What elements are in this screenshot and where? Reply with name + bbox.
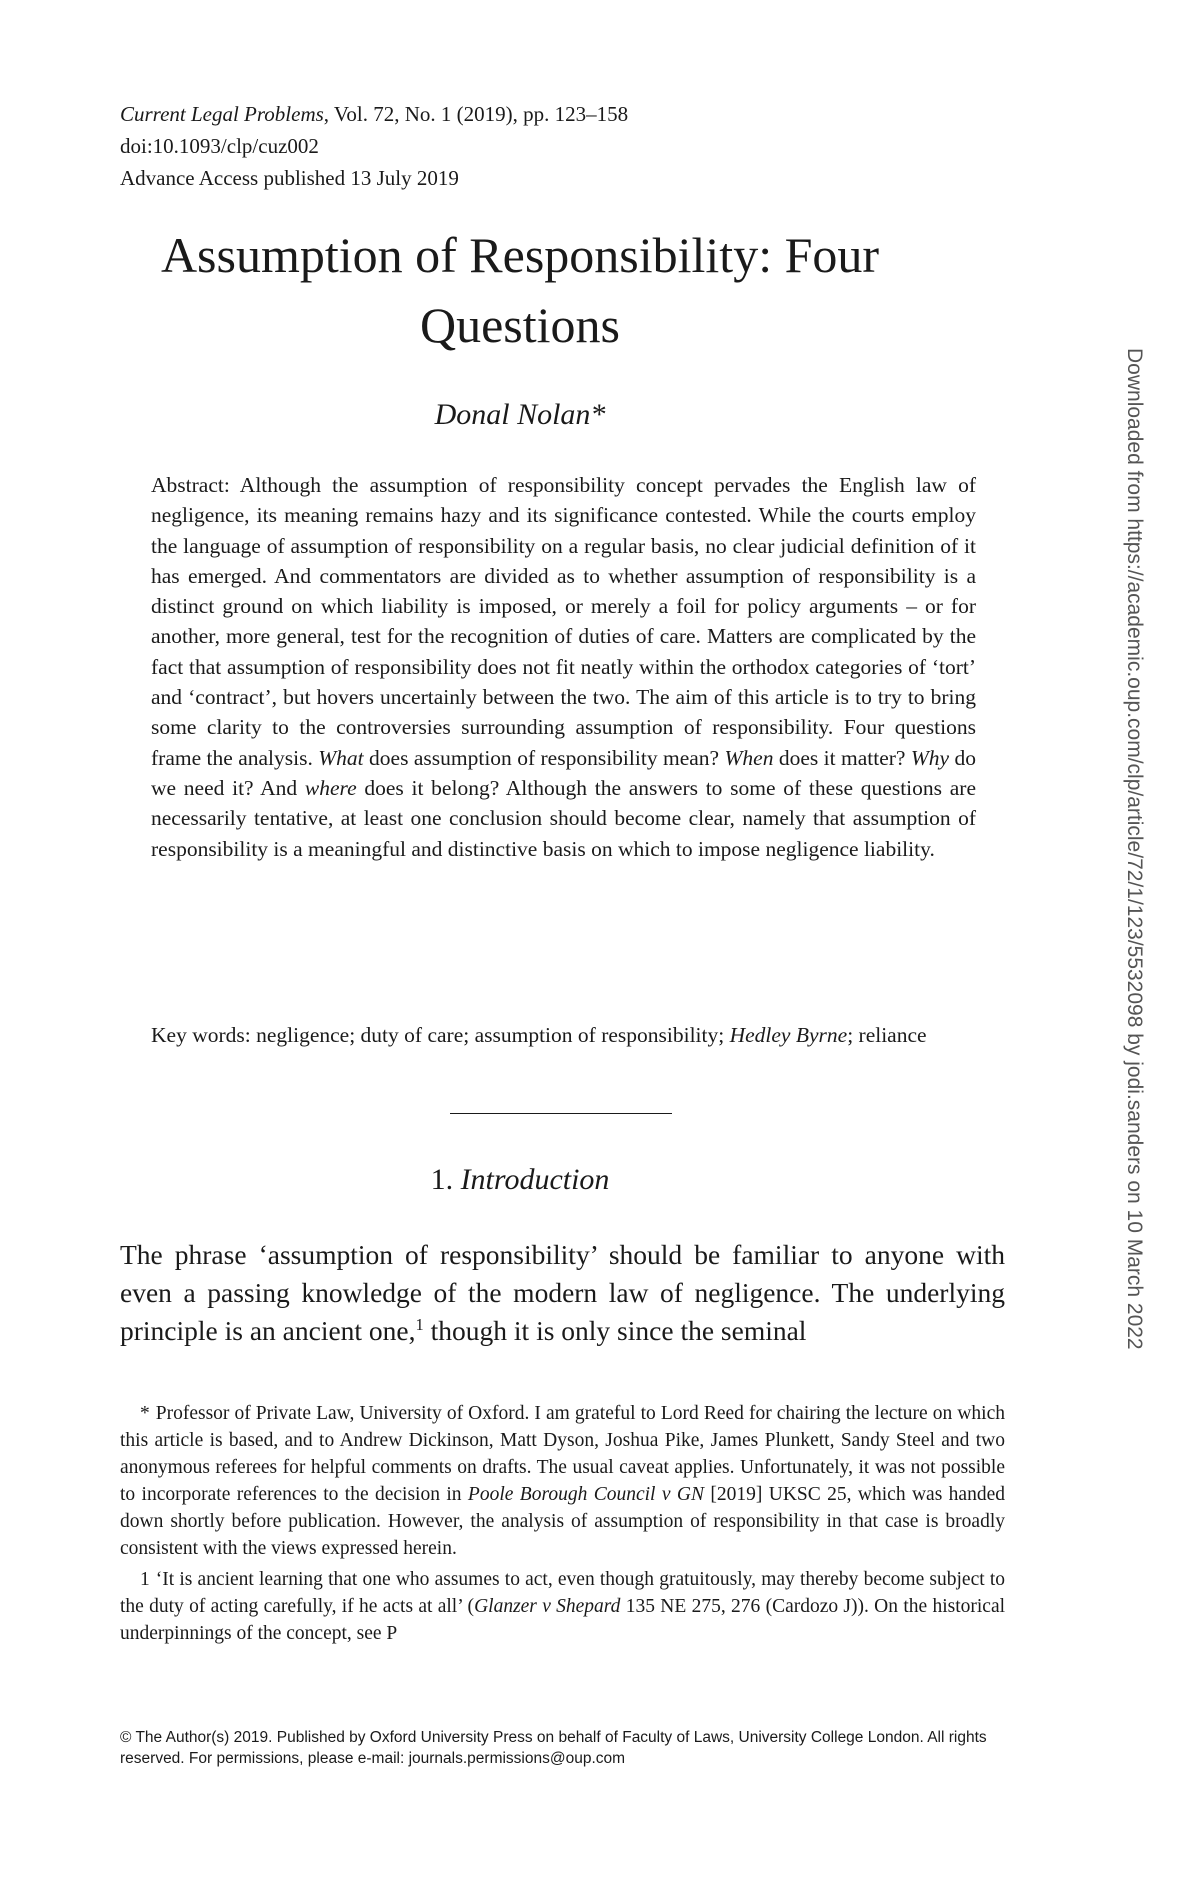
- footnote-1-text-b: 135 NE 275, 276 (Cardozo J)). On the historical underpinnings of the concept, see P: [120, 1596, 1006, 1644]
- footnote-star-case: Poole Borough Council v GN: [467, 1484, 704, 1505]
- footnote-1-text-a: ‘It is ancient learning that one who assumes to act, even though gratuitously, may thereby become subject to the duty of acting carefully, if he acts at all’ (: [120, 1569, 1005, 1617]
- body-paragraph: [120, 1236, 1005, 1350]
- body-text-after: though it is only since the seminal: [423, 1315, 807, 1346]
- advance-access-date: Advance Access published 13 July 2019: [120, 166, 459, 190]
- section-title: Introduction: [460, 1163, 610, 1196]
- footnote-star-text-a: Professor of Private Law, University of Oxford. I am grateful to Lord Reed for chairing the lecture on which this article is based, and to Andrew Dickinson, Matt Dyson, Joshua Pike, James Plunkett, Sandy Steel and two anonymous referees for helpful comments on drafts. The usual caveat applies. Unfortunately, it was not possible to incorporate references to the decision in: [120, 1403, 1005, 1505]
- journal-name: Current Legal Problems: [120, 102, 324, 126]
- abstract-question-why: Why: [910, 745, 950, 770]
- abstract-question-when: When: [724, 745, 774, 770]
- abstract-text-5: does it belong? Although the answers to some of these questions are necessarily tentative, at least one conclusion should become clear, namely that assumption of responsibility is a meaningful and distinctive basis on which to impose negligence liability.: [151, 775, 976, 861]
- abstract-question-what: What: [318, 745, 364, 770]
- footnotes: [120, 1400, 1005, 1651]
- abstract-text-3: does it matter?: [773, 745, 911, 770]
- abstract-question-where: where: [304, 775, 357, 800]
- footnote-1: [120, 1566, 1005, 1647]
- footnote-ref-1[interactable]: 1: [415, 1314, 424, 1334]
- journal-volume-pages: , Vol. 72, No. 1 (2019), pp. 123–158: [323, 102, 629, 126]
- keywords-lead: Key words: negligence; duty of care; assumption of responsibility;: [151, 1023, 730, 1047]
- article-author: Donal Nolan*: [434, 398, 606, 431]
- section-divider: [450, 1113, 672, 1114]
- keywords: [151, 1020, 976, 1050]
- abstract-text-2: does assumption of responsibility mean?: [363, 745, 725, 770]
- journal-doi: doi:10.1093/clp/cuz002: [120, 134, 319, 158]
- section-heading: [120, 1160, 920, 1200]
- article-title: Assumption of Responsibility: Four Questions: [160, 227, 880, 353]
- abstract-text-1: Abstract: Although the assumption of responsibility concept pervades the English law of negligence, its meaning remains hazy and its significance contested. While the courts employ the language of assumption of responsibility on a regular basis, no clear judicial definition of it has emerged. And commentators are divided as to whether assumption of responsibility is a distinct ground on which liability is imposed, or merely a foil for policy arguments – or for another, more general, test for the recognition of duties of care. Matters are complicated by the fact that assumption of responsibility does not fit neatly within the orthodox categories of ‘tort’ and ‘contract’, but hovers uncertainly between the two. The aim of this article is to try to bring some clarity to the controversies surrounding assumption of responsibility. Four questions frame the analysis.: [151, 473, 976, 770]
- footnote-star: [120, 1400, 1005, 1562]
- abstract-text-4: do we need it? And: [151, 745, 976, 800]
- body-text-before: The phrase ‘assumption of responsibility’ should be familiar to anyone with even a passing knowledge of the modern law of negligence. The underlying principle is an ancient one,: [120, 1239, 1005, 1346]
- copyright-notice: © The Author(s) 2019. Published by Oxford University Press on behalf of Faculty of Laws, University College London. All rights reserved. For permissions, please e-mail: journals.permissions@oup.com: [120, 1729, 987, 1767]
- abstract: [151, 470, 976, 864]
- download-watermark: Downloaded from https://academic.oup.com/clp/article/72/1/123/5532098 by jodi.sanders on 10 March 2022: [1123, 348, 1146, 1350]
- keywords-italic: Hedley Byrne: [729, 1023, 848, 1047]
- footnote-star-mark: *: [140, 1403, 150, 1424]
- journal-header: [120, 98, 628, 194]
- footnote-1-case: Glanzer v Shepard: [474, 1596, 621, 1617]
- keywords-tail: ; reliance: [847, 1023, 927, 1047]
- footnote-star-text-b: [2019] UKSC 25, which was handed down shortly before publication. However, the analysis of assumption of responsibility in that case is broadly consistent with the views expressed herein.: [120, 1484, 1005, 1559]
- section-number: 1.: [430, 1163, 454, 1196]
- footnote-1-mark: 1: [140, 1569, 150, 1590]
- journal-citation: [120, 98, 628, 130]
